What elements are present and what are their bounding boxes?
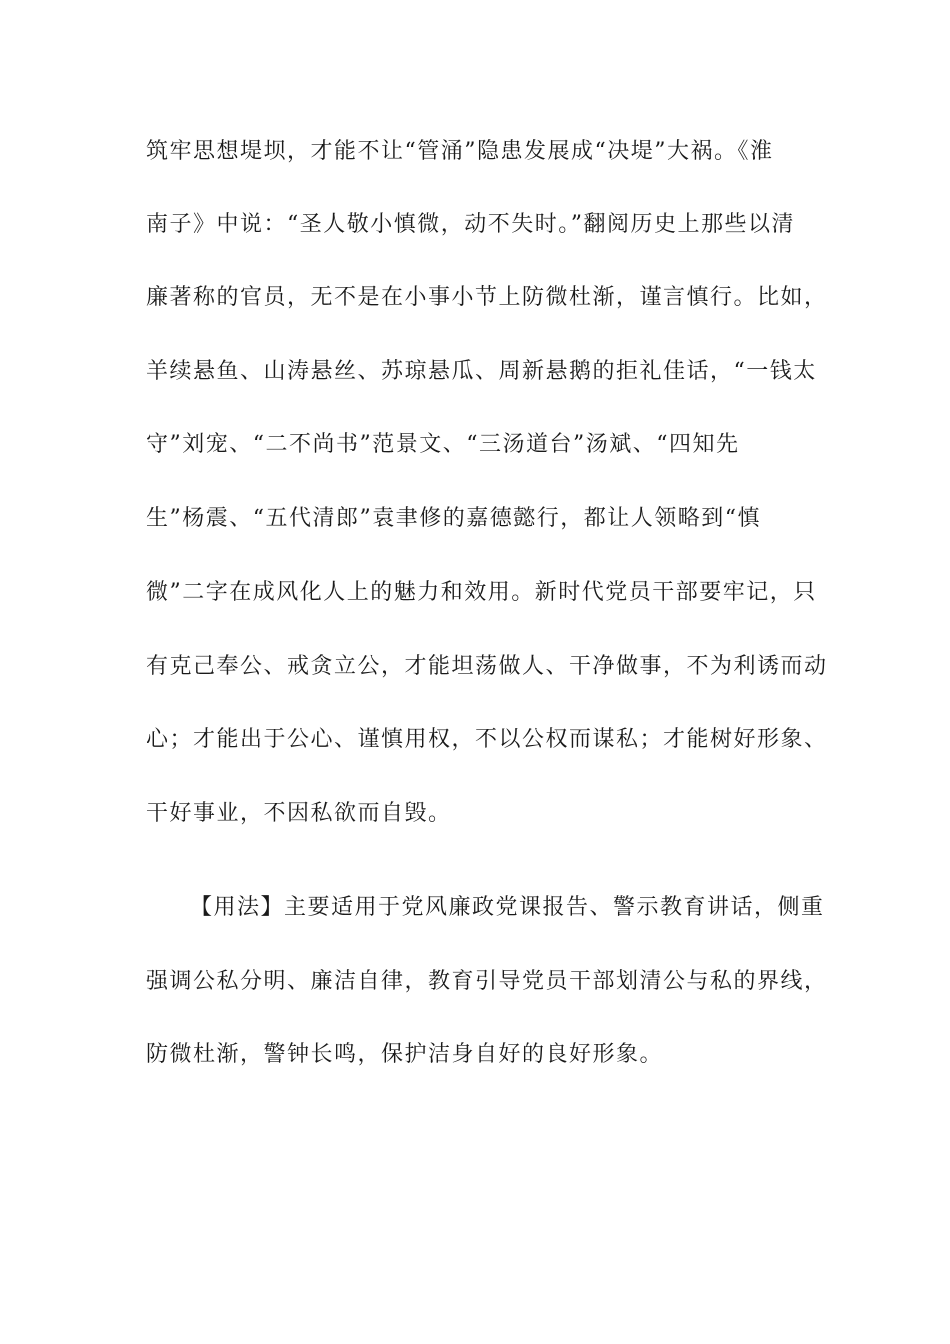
body-text-line: 干好事业，不因私欲而自毁。 — [146, 801, 452, 826]
body-text-line: 生”杨震、“五代清郎”袁聿修的嘉德懿行，都让人领略到“慎 — [146, 506, 761, 531]
usage-paragraph-line: 防微杜渐，警钟长鸣，保护洁身自好的良好形象。 — [146, 1042, 664, 1067]
body-text-line: 廉著称的官员，无不是在小事小节上防微杜渐，谨言慎行。比如， — [146, 285, 828, 310]
usage-paragraph-line: 强调公私分明、廉洁自律，教育引导党员干部划清公与私的界线， — [146, 969, 828, 994]
usage-paragraph-line: 【用法】主要适用于党风廉政党课报告、警示教育讲话，侧重 — [190, 895, 825, 920]
body-text-line: 有克己奉公、戒贪立公，才能坦荡做人、干净做事，不为利诱而动 — [146, 654, 828, 679]
body-text-line: 筑牢思想堤坝，才能不让“管涌”隐患发展成“决堤”大祸。《淮 — [146, 139, 774, 164]
body-text-line: 羊续悬鱼、山涛悬丝、苏琼悬瓜、周新悬鹅的拒礼佳话，“一钱太 — [146, 359, 817, 384]
body-text-line: 微”二字在成风化人上的魅力和效用。新时代党员干部要牢记，只 — [146, 580, 817, 605]
body-text-line: 心；才能出于公心、谨慎用权，不以公权而谋私；才能树好形象、 — [146, 727, 828, 752]
body-text-line: 守”刘宠、“二不尚书”范景文、“三汤道台”汤斌、“四知先 — [146, 432, 740, 457]
body-text-line: 南子》中说：“圣人敬小慎微，动不失时。”翻阅历史上那些以清 — [146, 212, 795, 237]
